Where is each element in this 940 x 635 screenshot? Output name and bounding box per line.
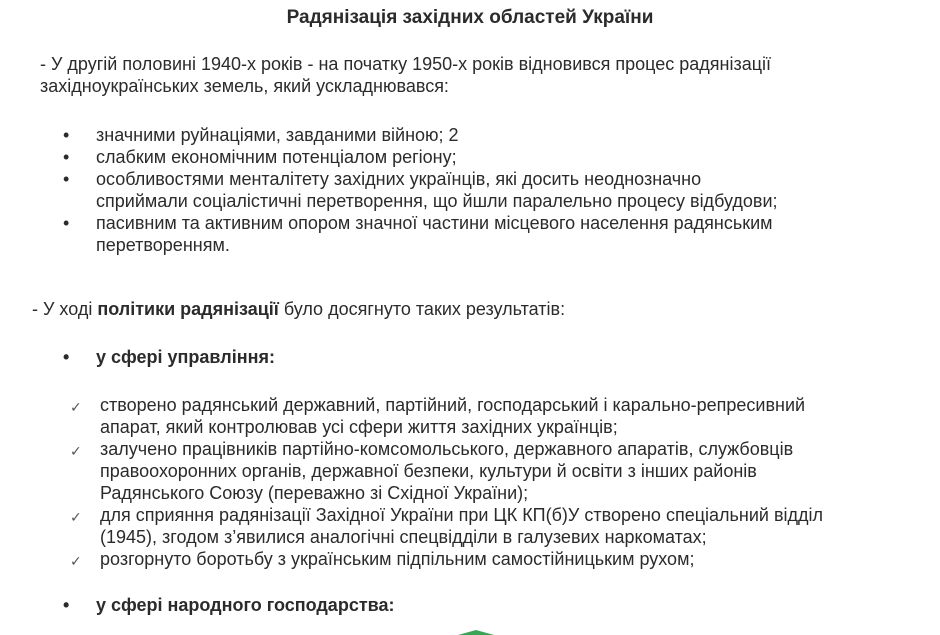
list-item (0, 548, 860, 570)
list-item (0, 212, 796, 256)
bullet-icon: • (63, 213, 70, 233)
list-item-text: розгорнуто боротьбу з українським підпільним самостійницьким рухом; (100, 549, 695, 569)
factors-list (0, 124, 940, 256)
intro-paragraph: - У другій половині 1940-х років - на початку 1950-х років відновився процес радянізації західноукраїнських земель, який ускладнювався: (40, 54, 772, 96)
check-icon: ✓ (70, 553, 82, 569)
list-item (0, 168, 796, 212)
decorative-shape (458, 630, 494, 635)
bullet-icon: • (63, 125, 70, 145)
list-item-text: залучено працівників партійно-комсомольського, державного апаратів, службовців правоохоронних органів, державної безпеки, культури й освіти з інших районів Радянського Союзу (переважно зі Східної України); (100, 439, 794, 503)
list-item-text: значними руйнаціями, завданими війною; 2 (96, 125, 459, 145)
results-paragraph (32, 298, 912, 320)
results-emphasis: політики радянізації (97, 299, 279, 319)
list-item-text: слабким економічним потенціалом регіону; (96, 147, 457, 167)
bullet-icon: • (63, 347, 70, 367)
management-heading-text: у сфері управління: (96, 347, 275, 367)
bullet-icon: • (63, 595, 70, 615)
list-item-text: створено радянський державний, партійний, господарський і карально-репресивний апарат, який контролював усі сфери життя західних українців; (100, 395, 806, 437)
bullet-icon: • (63, 147, 70, 167)
list-item-text: особливостями менталітету західних українців, які досить неоднозначно сприймали соціалістичні перетворення, що йшли паралельно процесу відбудови; (96, 169, 778, 211)
results-suffix: було досягнуто таких результатів: (278, 299, 566, 319)
list-item (0, 504, 860, 548)
list-item (0, 124, 796, 146)
page-title: Радянізація західних областей України (286, 7, 654, 28)
list-item (0, 146, 796, 168)
bullet-icon: • (63, 169, 70, 189)
list-item-text: пасивним та активним опором значної частини місцевого населення радянським перетворенням. (96, 213, 773, 255)
check-icon: ✓ (70, 399, 82, 415)
check-icon: ✓ (70, 443, 82, 459)
management-list (0, 394, 940, 570)
list-item (0, 438, 860, 504)
results-prefix: - У ході (32, 299, 98, 319)
economy-heading-text: у сфері народного господарства: (96, 595, 395, 615)
list-item-text: для сприяння радянізації Західної України при ЦК КП(б)У створено спеціальний відділ (1945), згодом з’явилися аналогічні спецвідділи в галузевих наркоматах; (100, 505, 824, 547)
check-icon: ✓ (70, 509, 82, 525)
list-item (0, 394, 860, 438)
